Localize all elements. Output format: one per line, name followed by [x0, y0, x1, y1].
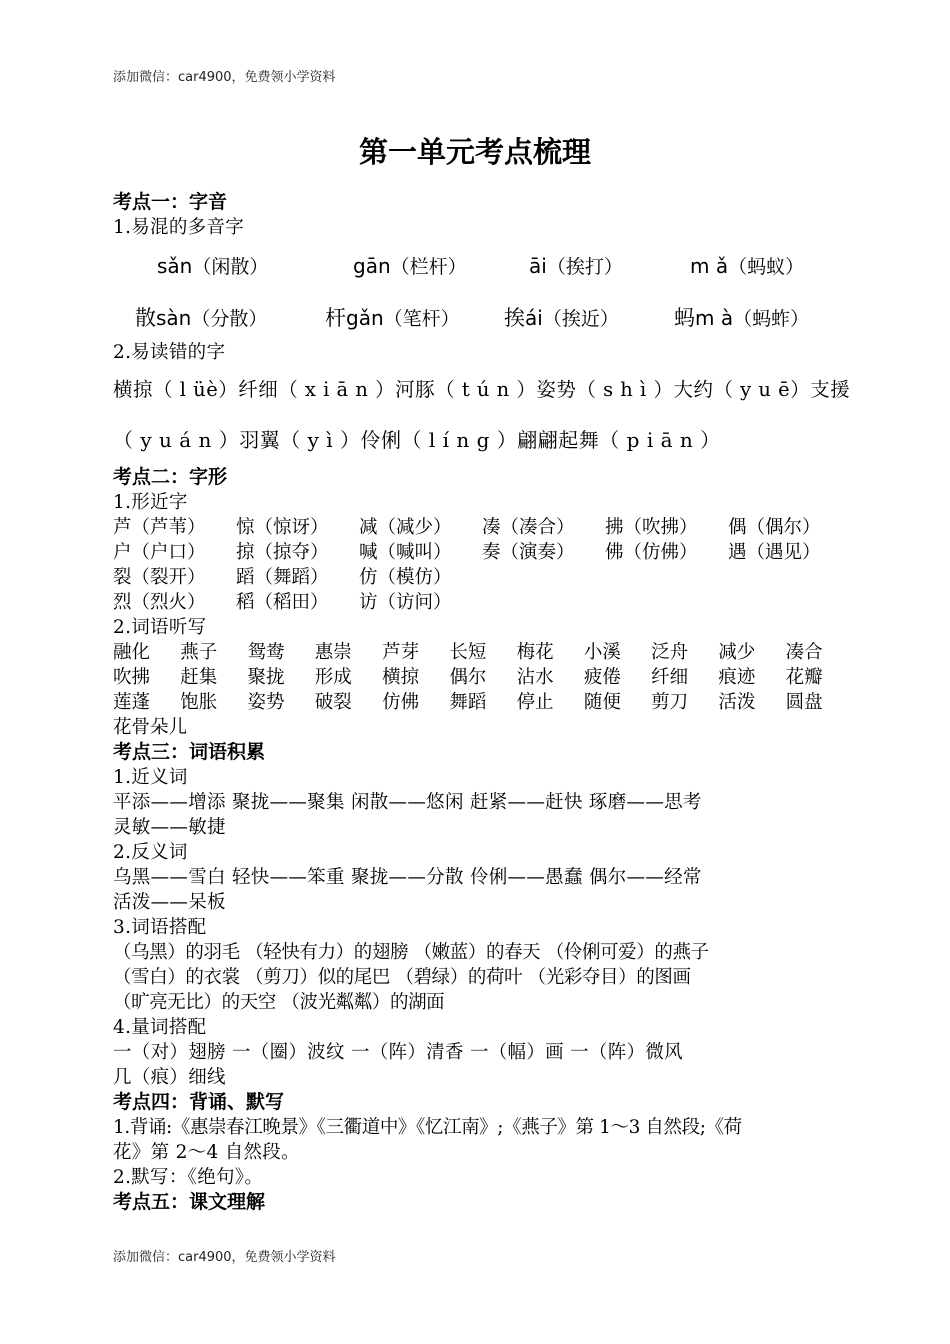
similar-char-item: 减（减少） [359, 517, 452, 538]
similar-char-item: 掠（掠夺） [236, 542, 329, 563]
similar-chars-row [113, 515, 853, 540]
polyphone-item: 杆gǎn（笔杆） [325, 306, 460, 330]
section-heading-vocab: 考点三：词语积累 [113, 741, 266, 763]
dictation-word: 凑合 [785, 642, 823, 663]
dictation-word: 燕子 [180, 642, 218, 663]
section-heading-recite: 考点四：背诵、默写 [113, 1091, 285, 1113]
collocation-line: （乌黑）的羽毛 （轻快有力）的翅膀 （嫩蓝）的春天 （伶俐可爱）的燕子 [113, 942, 709, 963]
section-heading-pronunciation: 考点一：字音 [113, 191, 228, 213]
similar-char-item: 偶（偶尔） [728, 517, 821, 538]
similar-chars-row [113, 565, 853, 590]
similar-char-item: 芦（芦苇） [113, 517, 206, 538]
similar-chars-row [113, 590, 853, 615]
similar-char-item: 裂（裂开） [113, 567, 206, 588]
similar-char-item: 访（访问） [359, 592, 452, 613]
dictation-word: 减少 [718, 642, 756, 663]
antonyms-line: 乌黑——雪白 轻快——笨重 聚拢——分散 伶俐——愚蠢 偶尔——经常 [113, 867, 702, 888]
dictation-word: 饱胀 [180, 692, 218, 713]
dictation-word: 纤细 [651, 667, 689, 688]
dictation-word: 活泼 [718, 692, 756, 713]
similar-char-item: 拂（吹拂） [605, 517, 698, 538]
dictation-word: 偶尔 [449, 667, 487, 688]
dictation-word: 破裂 [314, 692, 352, 713]
subheading-dictation: 2.词语听写 [113, 617, 207, 638]
dictation-word: 横掠 [382, 667, 420, 688]
recite-line: 花》第 2～4 自然段。 [113, 1142, 300, 1163]
dictation-word: 聚拢 [247, 667, 285, 688]
polyphone-item: gān（栏杆） [353, 254, 467, 278]
dictation-row [113, 665, 853, 690]
similar-char-item: 蹈（舞蹈） [236, 567, 329, 588]
dictation-word: 泛舟 [651, 642, 689, 663]
dictation-word: 停止 [516, 692, 554, 713]
subheading-similar-chars: 1.形近字 [113, 492, 188, 513]
misread-line-1: 横掠（ l üè）纤细（ x i ā n ）河豚（ t ú n ）姿势（ s h ì ）大约（ y u ē）支援 [113, 378, 851, 401]
similar-char-item: 佛（仿佛） [605, 542, 698, 563]
similar-chars-row [113, 540, 853, 565]
subheading-antonyms: 2.反义词 [113, 842, 188, 863]
subheading-synonyms: 1.近义词 [113, 767, 188, 788]
polyphone-item: m ǎ（蚂蚁） [690, 254, 805, 278]
subheading-collocations: 3.词语搭配 [113, 917, 207, 938]
dictation-word: 惠崇 [314, 642, 352, 663]
dictation-word: 剪刀 [651, 692, 689, 713]
dictation-word: 形成 [314, 667, 352, 688]
header-note: 添加微信：car4900，免费领小学资料 [113, 70, 336, 85]
dictation-word: 小溪 [583, 642, 621, 663]
section-heading-forms: 考点二：字形 [113, 466, 228, 488]
similar-char-item: 惊（惊讶） [236, 517, 329, 538]
polyphone-item: āi（挨打） [529, 254, 623, 278]
section-heading-comprehension: 考点五：课文理解 [113, 1191, 266, 1213]
dictation-word: 长短 [449, 642, 487, 663]
similar-char-item: 遇（遇见） [728, 542, 821, 563]
dictation-word: 姿势 [247, 692, 285, 713]
dictation-row [113, 715, 853, 740]
dictation-word: 花瓣 [785, 667, 823, 688]
recite-line: 1.背诵:《惠崇春江晚景》《三衢道中》《忆江南》;《燕子》第 1～3 自然段;《荷 [113, 1117, 742, 1138]
similar-char-item: 仿（模仿） [359, 567, 452, 588]
dictation-poem-line: 2.默写：《绝句》。 [113, 1167, 264, 1188]
dictation-word: 莲蓬 [113, 692, 151, 713]
dictation-word: 舞蹈 [449, 692, 487, 713]
subheading-polyphones: 1.易混的多音字 [113, 217, 245, 238]
dictation-word: 吹拂 [113, 667, 151, 688]
dictation-word: 随便 [583, 692, 621, 713]
collocation-line: （雪白）的衣裳 （剪刀）似的尾巴 （碧绿）的荷叶 （光彩夺目）的图画 [113, 967, 691, 988]
similar-char-item: 凑（凑合） [482, 517, 575, 538]
collocation-line: （旷亮无比）的天空 （波光粼粼）的湖面 [113, 992, 445, 1013]
subheading-measure-words: 4.量词搭配 [113, 1017, 207, 1038]
polyphone-row-1 [113, 240, 853, 290]
dictation-word: 芦芽 [382, 642, 420, 663]
dictation-word: 仿佛 [382, 692, 420, 713]
similar-char-item: 喊（喊叫） [359, 542, 452, 563]
polyphone-row-2 [113, 290, 853, 340]
polyphone-item: 挨ái（挨近） [504, 306, 619, 330]
similar-char-item: 稻（稻田） [236, 592, 329, 613]
dictation-row [113, 690, 853, 715]
dictation-word: 疲倦 [583, 667, 621, 688]
dictation-word: 沾水 [516, 667, 554, 688]
synonyms-line: 灵敏——敏捷 [113, 817, 226, 838]
measure-words-line: 一（对）翅膀 一（圈）波纹 一（阵）清香 一（幅）画 一（阵）微风 [113, 1042, 683, 1063]
similar-char-item: 户（户口） [113, 542, 206, 563]
polyphone-item: 蚂m à（蚂蚱） [674, 306, 810, 330]
measure-words-line: 几（痕）细线 [113, 1067, 226, 1088]
similar-char-item: 烈（烈火） [113, 592, 206, 613]
dictation-word: 圆盘 [785, 692, 823, 713]
dictation-word: 融化 [113, 642, 151, 663]
page-title: 第一单元考点梳理 [358, 135, 591, 169]
antonyms-line: 活泼——呆板 [113, 892, 226, 913]
footer-note: 添加微信：car4900，免费领小学资料 [113, 1250, 336, 1265]
dictation-word: 鸳鸯 [247, 642, 285, 663]
misread-line-2: （ y u á n ）羽翼（ y ì ）伶俐（ l í n g ）翩翩起舞（ p i ā n ） [113, 428, 721, 452]
dictation-word: 花骨朵儿 [113, 717, 188, 738]
dictation-row [113, 640, 853, 665]
dictation-word: 赶集 [180, 667, 218, 688]
synonyms-line: 平添——增添 聚拢——聚集 闲散——悠闲 赶紧——赶快 琢磨——思考 [113, 792, 702, 813]
dictation-word: 梅花 [516, 642, 554, 663]
subheading-misread: 2.易读错的字 [113, 342, 226, 363]
dictation-word: 痕迹 [718, 667, 756, 688]
polyphone-item: sǎn（闲散） [157, 254, 269, 278]
similar-char-item: 奏（演奏） [482, 542, 575, 563]
polyphone-item: 散sàn（分散） [135, 306, 268, 330]
main-content [113, 190, 853, 1215]
